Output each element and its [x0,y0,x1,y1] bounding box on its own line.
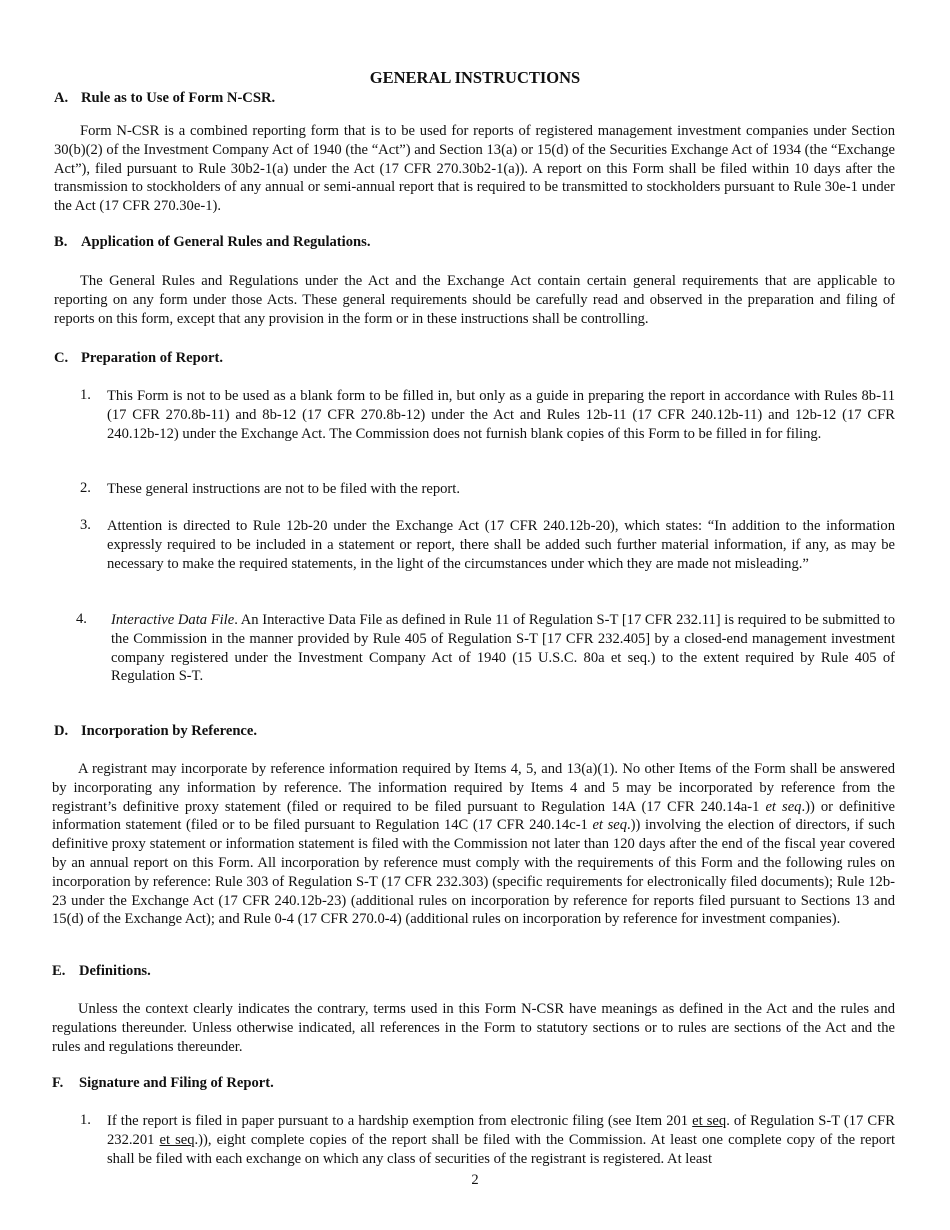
list-item-text: This Form is not to be used as a blank form to be filled in, but only as a guide in preparing the report in accordance with Rules 8b-11 (17 CFR 270.8b-11) and 8b-12 (17 CFR 270.8b-12) under the Act and Rules 12b-11 (17 CFR 240.12b-11) and 12b-12 (17 CFR 240.12b-12) under the Exchange Act. The Commission does not furnish blank copies of this Form to be filled in for filing. [107,388,895,442]
list-item-number: 3. [80,517,91,533]
section-d-title: Incorporation by Reference. [81,723,258,739]
section-b-body: The General Rules and Regulations under the Act and the Exchange Act contain certain general requirements that are applicable to reporting on any form under those Acts. These general requirements should be carefully read and observed in the preparation and filing of reports on this form, except that any provision in the form or in these instructions shall be controlling. [54,273,895,327]
list-item [80,517,895,573]
interactive-data-file-term: Interactive Data File [111,612,235,628]
et-seq-term: et seq [692,1113,727,1129]
list-item-text [107,1112,895,1168]
section-f-heading [52,1075,274,1092]
section-d-letter: D. [54,723,69,739]
section-f-letter: F. [52,1075,64,1091]
section-e-title: Definitions. [79,963,151,979]
section-a-letter: A. [54,90,69,106]
section-f-title: Signature and Filing of Report. [79,1075,274,1091]
section-f-item-text-part-1: If the report is filed in paper pursuant to a hardship exemption from electronic filing (see Item 201 [107,1113,693,1129]
list-item-number: 2. [80,480,91,496]
section-e-letter: E. [52,963,66,979]
section-a-title: Rule as to Use of Form N-CSR. [81,90,276,106]
list-item [80,1112,895,1168]
section-b-letter: B. [54,234,68,250]
page-title: GENERAL INSTRUCTIONS [369,68,581,87]
page-number: 2 [471,1172,479,1188]
section-d-body-part-1: A registrant may incorporate by reference information required by Items 4, 5, and 13(a)(1). No other Items of the Form shall be answered by incorporating any information by reference. The information required by Items 4 and 5 may be incorporated by reference from the registrant’s definitive proxy statement (filed or required to be filed pursuant to Regulation 14A (17 CFR 240.14a-1 [52,761,895,815]
section-c-title: Preparation of Report. [81,350,223,366]
et-seq-term: et seq [765,798,802,815]
et-seq-term: et seq [159,1131,195,1148]
section-f-item-text-part-2: . of Regulation S-T (17 CFR 232.201 [107,1113,895,1148]
section-a-body: Form N-CSR is a combined reporting form that is to be used for reports of registered management investment companies under Section 30(b)(2) of the Investment Company Act of 1940 (the “Act”) and Section 13(a) or 15(d) of the Securities Exchange Act of 1934 (the “Exchange Act”), filed pursuant to Rule 30b2-1(a) under the Act (17 CFR 270.30b2-1(a)). A report on this Form shall be filed within 10 days after the transmission to stockholders of any annual or semi-annual report that is required to be transmitted to stockholders pursuant to Rule 30e-1 under the Act (17 CFR 270.30e-1). [54,123,895,215]
section-a-heading [54,90,275,107]
section-d-body [52,760,895,929]
et-seq-term: et seq [592,817,628,834]
list-item [76,611,895,686]
section-d-heading [54,723,257,740]
list-item-text: These general instructions are not to be filed with the report. [107,481,460,497]
list-item-text [111,611,895,686]
section-b-title: Application of General Rules and Regulations. [81,234,371,250]
section-f-item-text-part-3: .)), eight complete copies of the report shall be filed with the Commission. At least one complete copy of the report shall be filed with each exchange on which any class of securities of the registrant is registered. At least [107,1131,895,1167]
list-item [80,480,895,499]
section-e-body: Unless the context clearly indicates the contrary, terms used in this Form N-CSR have meanings as defined in the Act and the rules and regulations thereunder. Unless otherwise indicated, all references in the Form to statutory sections or to rules are sections of the Act and the rules and regulations thereunder. [52,1001,895,1055]
list-item-number: 1. [80,387,91,403]
list-item-text: Attention is directed to Rule 12b-20 under the Exchange Act (17 CFR 240.12b-20), which states: “In addition to the information expressly required to be included in a statement or report, there shall be added such further material information, if any, as may be necessary to make the required statements, in the light of the circumstances under which they are made not misleading.” [107,518,895,572]
list-item-number: 4. [76,611,87,627]
section-c-letter: C. [54,350,69,366]
list-item-number: 1. [80,1112,91,1128]
section-b-heading [54,234,370,251]
interactive-data-file-text: . An Interactive Data File as defined in Rule 11 of Regulation S-T [17 CFR 232.11] is required to be submitted to the Commission in the manner provided by Rule 405 of Regulation S-T [17 CFR 232.405] by a closed-end management investment company registered under the Investment Company Act of 1940 (15 U.S.C. 80a et seq.) to the extent required by Rule 405 of Regulation S-T. [111,612,895,685]
section-e-heading [52,963,151,980]
section-d-body-part-3: .)) involving the election of directors, if such definitive proxy statement or information statement is filed with the Commission not later than 120 days after the end of the fiscal year covered by an annual report on this Form. All incorporation by reference must comply with the requirements of this Form and the following rules on incorporation by reference: Rule 303 of Regulation S-T (17 CFR 232.303) (specific requirements for electronically filed documents); Rule 12b-23 under the Exchange Act (17 CFR 240.12b-23) (additional rules on incorporation by reference for reports filed pursuant to Sections 13 and 15(d) of the Exchange Act); and Rule 0-4 (17 CFR 270.0-4) (additional rules on incorporation by reference for investment companies). [52,817,895,928]
section-d-body-part-2: .)) or definitive information statement (filed or to be filed pursuant to Regulation 14C (17 CFR 240.14c-1 [52,798,895,834]
list-item [80,387,895,443]
section-c-heading [54,350,223,367]
